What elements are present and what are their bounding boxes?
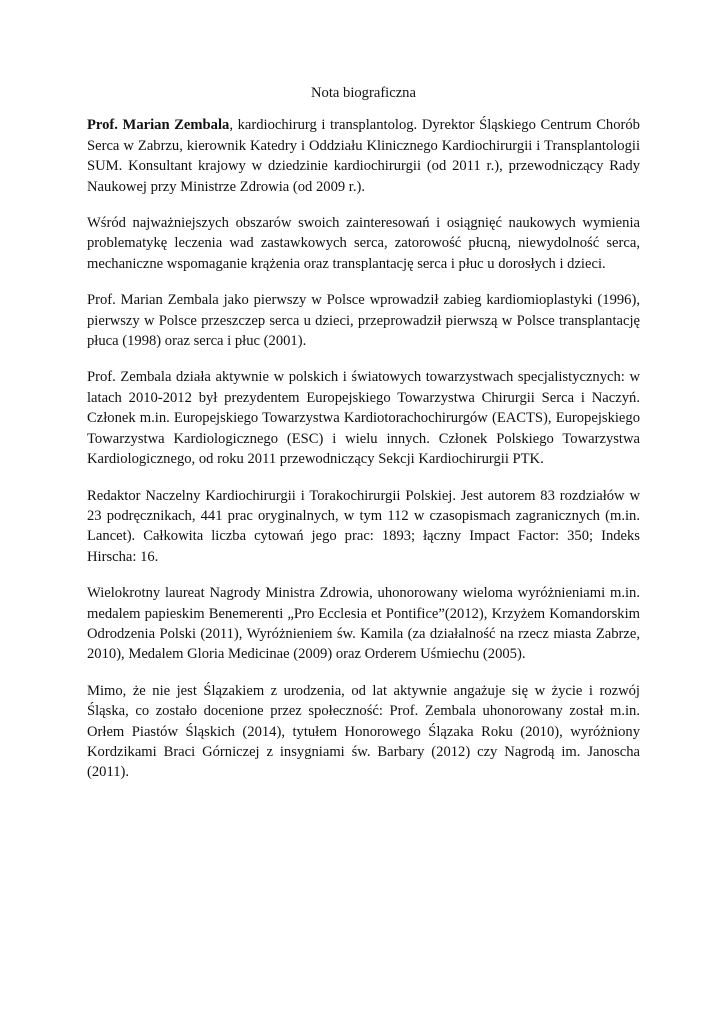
subject-name: Prof. Marian Zembala (87, 117, 230, 134)
paragraph-societies: Prof. Zembala działa aktywnie w polskich i światowych towarzystwach specjalistycznych: w latach 2010-2012 był prezydentem Europejskiego Towarzystwa Chirurgii Serca i Naczyń. Członek m.in. Europejskiego Towarzystwa Kardiotorachochirurgów (EACTS), Europejskiego Towarzystwa Kardiologicznego (ESC) i wielu innych. Członek Polskiego Towarzystwa Kardiologicznego, od roku 2011 przewodniczący Sekcji Kardiochirurgii PTK. (87, 369, 640, 468)
intro-paragraph (87, 115, 640, 197)
paragraph-silesia: Mimo, że nie jest Ślązakiem z urodzenia, od lat aktywnie angażuje się w życie i rozwój Śląska, co zostało docenione przez społeczność: Prof. Zembala uhonorowany został m.in. Orłem Piastów Śląskich (2014), tytułem Honorowego Ślązaka Roku (2010), wyróżniony Kordzikami Braci Górniczej z insygniami św. Barbary (2012) czy Nagrodą im. Janoscha (2011). (87, 682, 640, 781)
intro-text: , kardiochirurg i transplantolog. Dyrektor Śląskiego Centrum Chorób Serca w Zabrzu, kierownik Katedry i Oddziału Klinicznego Kardiochirurgii i Transplantologii SUM. Konsultant krajowy w dziedzinie kardiochirurgii (od 2011 r.), przewodniczący Rady Naukowej przy Ministrze Zdrowia (od 2009 r.). (87, 117, 640, 195)
paragraph-awards: Wielokrotny laureat Nagrody Ministra Zdrowia, uhonorowany wieloma wyróżnieniami m.in. medalem papieskim Benemerenti „Pro Ecclesia et Pontifice”(2012), Krzyżem Komandorskim Odrodzenia Polski (2011), Wyróżnieniem św. Kamila (za działalność na rzecz miasta Zabrze, 2010), Medalem Gloria Medicinae (2009) oraz Orderem Uśmiechu (2005). (87, 585, 640, 663)
document-title: Nota biograficzna (311, 85, 416, 101)
paragraph-firsts: Prof. Marian Zembala jako pierwszy w Polsce wprowadził zabieg kardiomioplastyki (1996), pierwszy w Polsce przeszczep serca u dzieci, przeprowadził pierwszą w Polsce transplantację płuca (1998) oraz serca i płuc (2001). (87, 292, 640, 350)
paragraph-publications: Redaktor Naczelny Kardiochirurgii i Torakochirurgii Polskiej. Jest autorem 83 rozdziałów w 23 podręcznikach, 441 prac oryginalnych, w tym 112 w czasopismach zagranicznych (m.in. Lancet). Całkowita liczba cytowań jego prac: 1893; łączny Impact Factor: 350; Indeks Hirscha: 16. (87, 487, 640, 565)
paragraph-research-interests: Wśród najważniejszych obszarów swoich zainteresowań i osiągnięć naukowych wymienia problematykę leczenia wad zastawkowych serca, zatorowość płucną, niewydolność serca, mechaniczne wspomaganie krążenia oraz transplantację serca i płuc u dorosłych i dzieci. (87, 215, 640, 272)
document-page (87, 83, 640, 799)
